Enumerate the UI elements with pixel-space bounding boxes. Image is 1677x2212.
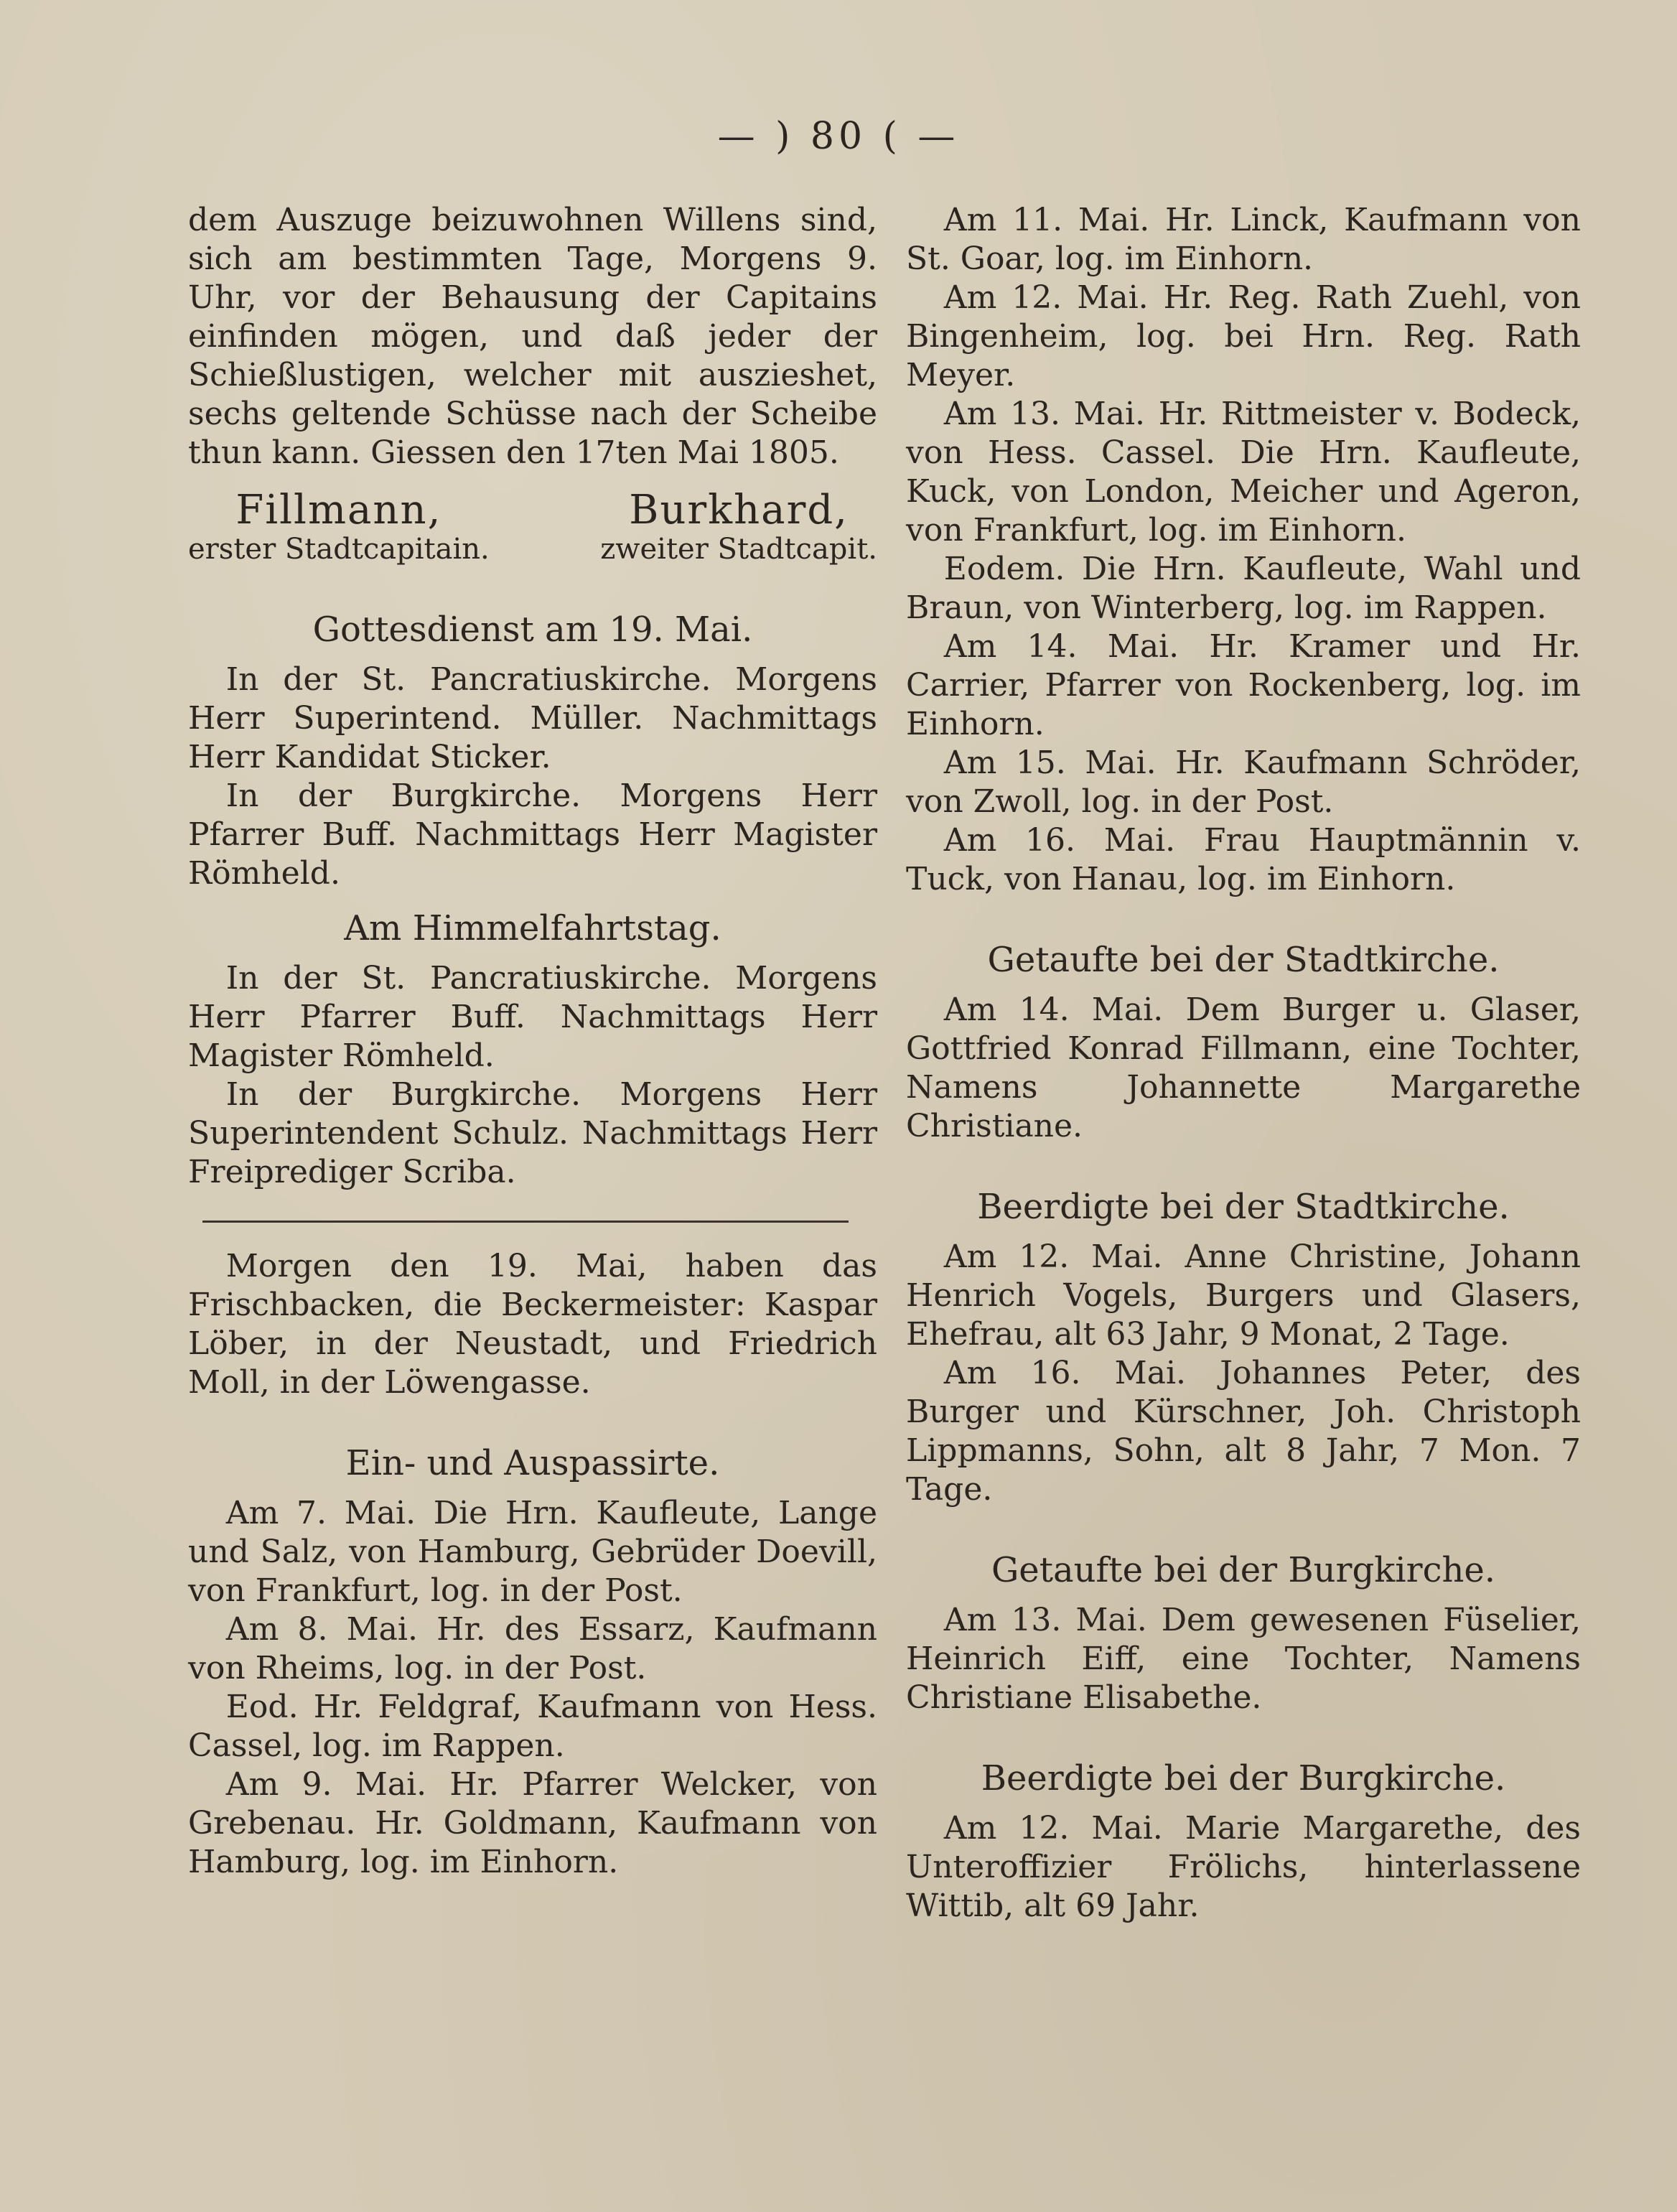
signature-block xyxy=(188,487,877,569)
arrival-paragraph: Am 8. Mai. Hr. des Essarz, Kaufmann von Rheims, log. in der Post. xyxy=(188,1611,877,1686)
signature-title: zweiter Stadtcapit. xyxy=(600,533,877,566)
section-heading-getaufte-stadtkirche: Getaufte bei der Stadtkirche. xyxy=(987,940,1500,980)
baking-notice-paragraph: Morgen den 19. Mai, haben das Frischbacken, die Beckermeister: Kaspar Löber, in der Neustadt, und Friedrich Moll, in der Löwengasse. xyxy=(188,1248,877,1401)
section-heading-beerdigte-burgkirche: Beerdigte bei der Burgkirche. xyxy=(981,1758,1506,1798)
burial-paragraph: Am 16. Mai. Johannes Peter, des Burger und Kürschner, Joh. Christoph Lippmanns, Sohn, alt 8 Jahr, 7 Mon. 7 Tage. xyxy=(906,1355,1581,1508)
signature-second xyxy=(600,487,877,569)
signature-name: Fillmann, xyxy=(235,487,442,533)
baptism-paragraph: Am 14. Mai. Dem Burger u. Glaser, Gottfried Konrad Fillmann, eine Tochter, Namens Johannette Margarethe Christiane. xyxy=(906,991,1581,1144)
service-paragraph: In der St. Pancratiuskirche. Morgens Herr Pfarrer Buff. Nachmittags Herr Magister Römheld. xyxy=(188,960,877,1074)
baptism-paragraph: Am 13. Mai. Dem gewesenen Füselier, Heinrich Eiff, eine Tochter, Namens Christiane Elisabethe. xyxy=(906,1602,1581,1716)
arrival-paragraph: Am 16. Mai. Frau Hauptmännin v. Tuck, von Hanau, log. im Einhorn. xyxy=(906,822,1581,897)
section-heading-passirte: Ein- und Auspassirte. xyxy=(345,1443,720,1483)
arrival-paragraph: Eodem. Die Hrn. Kaufleute, Wahl und Braun, von Winterberg, log. im Rappen. xyxy=(906,551,1581,626)
service-paragraph: In der St. Pancratiuskirche. Morgens Herr Superintend. Müller. Nachmittags Herr Kandidat Sticker. xyxy=(188,661,877,775)
page-number-header: — ) 80 ( — xyxy=(717,115,960,158)
arrival-paragraph: Am 12. Mai. Hr. Reg. Rath Zuehl, von Bingenheim, log. bei Hrn. Reg. Rath Meyer. xyxy=(906,279,1581,393)
service-paragraph: In der Burgkirche. Morgens Herr Superintendent Schulz. Nachmittags Herr Freiprediger Scriba. xyxy=(188,1076,877,1190)
service-paragraph: In der Burgkirche. Morgens Herr Pfarrer Buff. Nachmittags Herr Magister Römheld. xyxy=(188,778,877,892)
arrival-paragraph: Am 14. Mai. Hr. Kramer und Hr. Carrier, Pfarrer von Rockenberg, log. im Einhorn. xyxy=(906,628,1581,742)
signature-first xyxy=(188,487,490,569)
left-column xyxy=(188,201,877,1882)
section-heading-beerdigte-stadtkirche: Beerdigte bei der Stadtkirche. xyxy=(977,1187,1510,1227)
arrival-paragraph: Eod. Hr. Feldgraf, Kaufmann von Hess. Cassel, log. im Rappen. xyxy=(188,1689,877,1764)
divider-rule xyxy=(202,1221,849,1223)
signature-title: erster Stadtcapitain. xyxy=(188,533,490,566)
right-column xyxy=(906,201,1581,1926)
arrival-paragraph: Am 13. Mai. Hr. Rittmeister v. Bodeck, von Hess. Cassel. Die Hrn. Kaufleute, Kuck, von London, Meicher und Ageron, von Frankfurt, log. im Einhorn. xyxy=(906,396,1581,549)
intro-paragraph: dem Auszuge beizuwohnen Willens sind, sich am bestimmten Tage, Morgens 9. Uhr, vor der Behausung der Capitains einfinden mögen, und daß jeder der Schießlustigen, welcher mit auszieshet, sechs geltende Schüsse nach der Scheibe thun kann. Giessen den 17ten Mai 1805. xyxy=(188,202,877,471)
burial-paragraph: Am 12. Mai. Anne Christine, Johann Henrich Vogels, Burgers und Glasers, Ehefrau, alt 63 Jahr, 9 Monat, 2 Tage. xyxy=(906,1238,1581,1353)
burial-paragraph: Am 12. Mai. Marie Margarethe, des Unteroffizier Frölichs, hinterlassene Wittib, alt 69 Jahr. xyxy=(906,1810,1581,1924)
signature-name: Burkhard, xyxy=(629,487,849,533)
arrival-paragraph: Am 11. Mai. Hr. Linck, Kaufmann von St. Goar, log. im Einhorn. xyxy=(906,202,1581,277)
arrival-paragraph: Am 15. Mai. Hr. Kaufmann Schröder, von Zwoll, log. in der Post. xyxy=(906,745,1581,820)
arrival-paragraph: Am 9. Mai. Hr. Pfarrer Welcker, von Grebenau. Hr. Goldmann, Kaufmann von Hamburg, log. im Einhorn. xyxy=(188,1766,877,1880)
arrival-paragraph: Am 7. Mai. Die Hrn. Kaufleute, Lange und Salz, von Hamburg, Gebrüder Doevill, von Frankfurt, log. in der Post. xyxy=(188,1495,877,1609)
section-heading-himmelfahrt: Am Himmelfahrtstag. xyxy=(344,908,721,948)
section-heading-gottesdienst: Gottesdienst am 19. Mai. xyxy=(312,610,753,650)
section-heading-getaufte-burgkirche: Getaufte bei der Burgkirche. xyxy=(991,1550,1496,1590)
